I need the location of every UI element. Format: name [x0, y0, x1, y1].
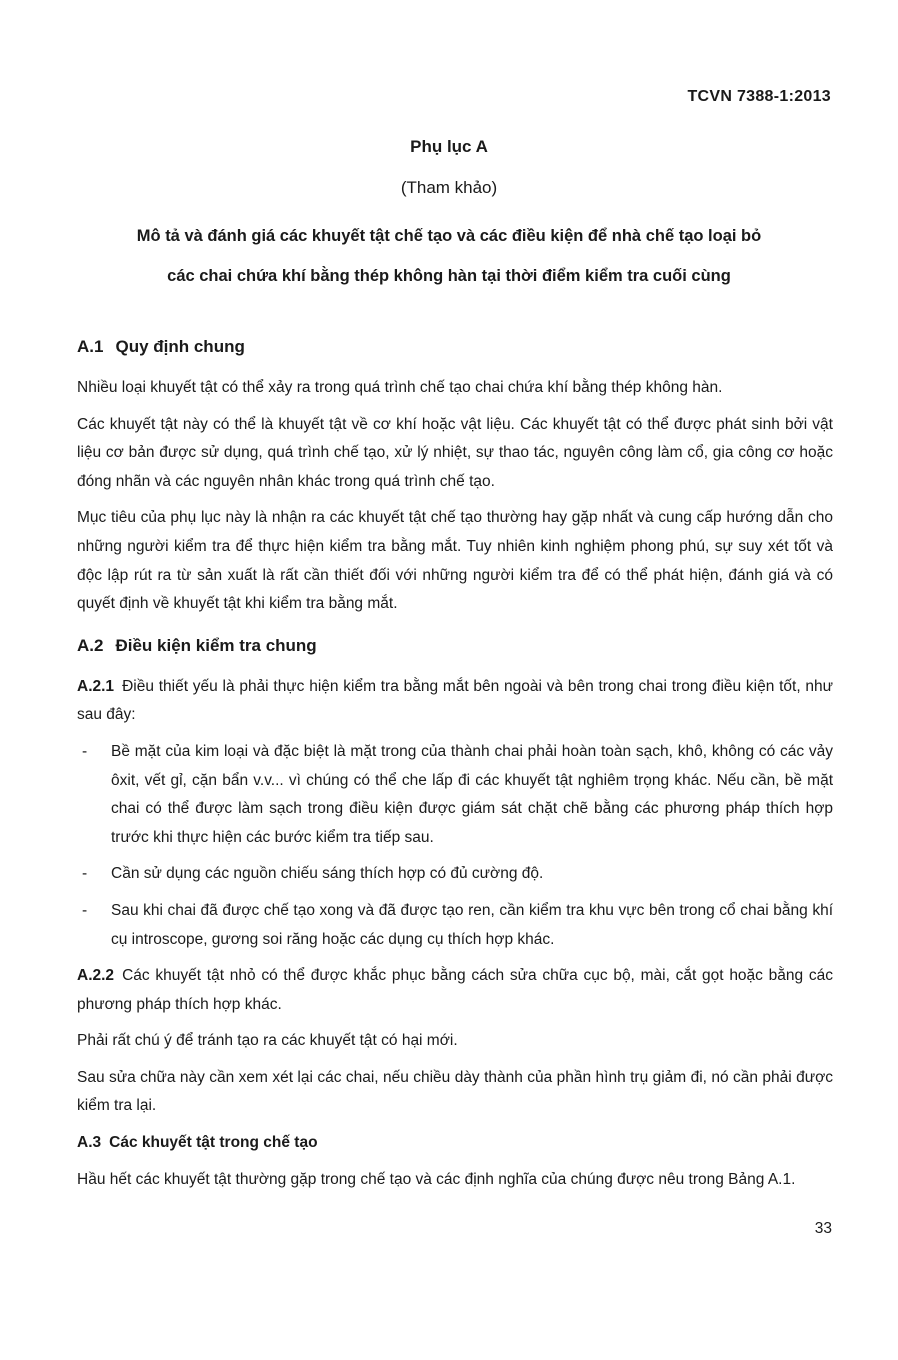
- annex-heading: [90, 216, 808, 296]
- list-item-text: Sau khi chai đã được chế tạo xong và đã được tạo ren, cần kiểm tra khu vực bên trong cổ chai bằng khí cụ introscope, gương soi răng hoặc các dụng cụ thích hợp khác.: [111, 901, 833, 948]
- section-a1-heading: [77, 333, 833, 361]
- clause-a21-bullet-list: [77, 738, 833, 954]
- section-a3-title: Các khuyết tật trong chế tạo: [109, 1134, 318, 1152]
- clause-a22-paragraph: Sau sửa chữa này cần xem xét lại các chai, nếu chiều dày thành của phần hình trụ giảm đi, nó cần phải được kiểm tra lại.: [77, 1068, 833, 1115]
- list-item: [77, 897, 833, 954]
- bullet-dash-icon: -: [82, 865, 88, 883]
- annex-heading-line-1: Mô tả và đánh giá các khuyết tật chế tạo và các điều kiện để nhà chế tạo loại bỏ: [136, 227, 762, 245]
- clause-a21: [77, 673, 833, 730]
- section-a1-paragraph: Nhiều loại khuyết tật có thể xảy ra trong quá trình chế tạo chai chứa khí bằng thép không hàn.: [77, 379, 723, 396]
- clause-a21-text: Điều thiết yếu là phải thực hiện kiểm tra bằng mắt bên ngoài và bên trong chai trong điều kiện tốt, như sau đây:: [77, 677, 833, 724]
- clause-a22-number: A.2.2: [77, 967, 115, 985]
- clause-a22-text: Các khuyết tật nhỏ có thể được khắc phục bằng cách sửa chữa cục bộ, mài, cắt gọt hoặc bằng các phương pháp thích hợp khác.: [77, 967, 833, 1013]
- list-item: [77, 738, 833, 852]
- document-body: [77, 333, 833, 1203]
- page-number: 33: [814, 1220, 832, 1237]
- bullet-dash-icon: -: [82, 901, 88, 919]
- section-a3-paragraph: Hầu hết các khuyết tật thường gặp trong chế tạo và các định nghĩa của chúng được nêu trong Bảng A.1.: [77, 1171, 796, 1189]
- section-a2-heading: [77, 632, 833, 660]
- section-a3-heading: [77, 1129, 833, 1157]
- section-a2-number: A.2: [77, 635, 104, 655]
- bullet-dash-icon: -: [82, 742, 88, 760]
- clause-a21-number: A.2.1: [77, 677, 115, 695]
- list-item-text: Bề mặt của kim loại và đặc biệt là mặt trong của thành chai phải hoàn toàn sạch, khô, không có các vảy ôxit, vết gỉ, cặn bẩn v.v... vì chúng có thể che lấp đi các khuyết tật nghiêm trọng khác. Nếu cần, bề mặt chai có thể được làm sạch trong điều kiện được giám sát chặt chẽ bằng các phương pháp thích hợp trước khi thực hiện các bước kiểm tra tiếp sau.: [111, 742, 833, 846]
- section-a1-number: A.1: [77, 337, 104, 356]
- section-a3-number: A.3: [77, 1134, 102, 1152]
- section-a1-paragraph: Mục tiêu của phụ lục này là nhận ra các khuyết tật chế tạo thường hay gặp nhất và cung cấp hướng dẫn cho những người kiểm tra để thực hiện kiểm tra bằng mắt. Tuy nhiên kinh nghiệm phong phú, sự suy xét tốt và độc lập rút ra từ sản xuất là rất cần thiết đối với những người kiểm tra để có thể phát hiện, đánh giá và có quyết định về khuyết tật khi kiểm tra bằng mắt.: [77, 509, 833, 613]
- annex-heading-line-2: các chai chứa khí bằng thép không hàn tại thời điểm kiểm tra cuối cùng: [167, 267, 731, 285]
- list-item: [77, 860, 833, 889]
- clause-a22-paragraph: Phải rất chú ý để tránh tạo ra các khuyết tật có hại mới.: [77, 1032, 458, 1050]
- section-a2-title: Điều kiện kiểm tra chung: [115, 635, 317, 655]
- section-a1-paragraph: Các khuyết tật này có thể là khuyết tật về cơ khí hoặc vật liệu. Các khuyết tật có thể được phát sinh bởi vật liệu cơ bản được sử dụng, quá trình chế tạo, xử lý nhiệt, sự thao tác, nguyên công làm cổ, gia công cơ hoặc đóng nhãn và các nguyên nhân khác trong quá trình chế tạo.: [77, 415, 833, 490]
- section-a1-title: Quy định chung: [115, 337, 245, 356]
- standard-code: TCVN 7388-1:2013: [687, 88, 831, 105]
- list-item-text: Cần sử dụng các nguồn chiếu sáng thích hợp có đủ cường độ.: [111, 865, 544, 883]
- annex-title: Phụ lục A: [410, 137, 488, 156]
- annex-status: (Tham khảo): [400, 178, 498, 197]
- clause-a22: [77, 962, 833, 1019]
